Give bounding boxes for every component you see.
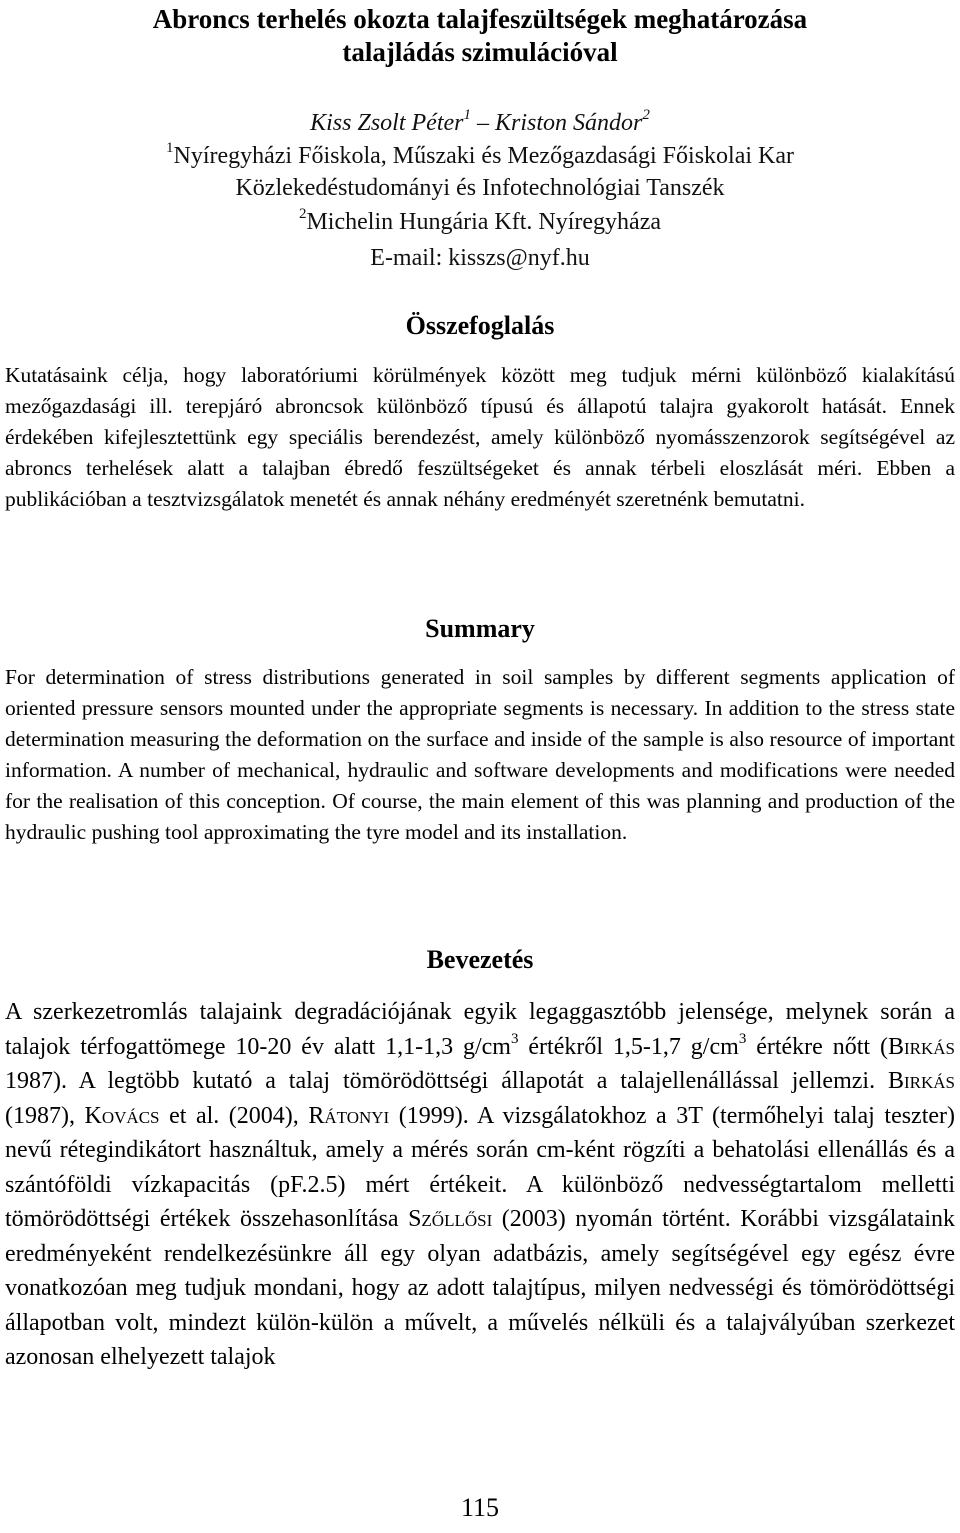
citation-author: Kovács: [84, 1102, 160, 1129]
author-1-affil-marker: 1: [463, 107, 471, 123]
intro-text-2: értékről 1,5-1,7 g/cm: [518, 1033, 739, 1060]
affiliation-2-text: Michelin Hungária Kft. Nyíregyháza: [306, 209, 662, 235]
page-number: 115: [460, 1493, 500, 1522]
intro-superscript-1: 3: [510, 1030, 519, 1047]
affiliation-1-marker: 1: [165, 140, 174, 156]
intro-text-3: értékre nőtt (: [746, 1033, 888, 1060]
author-separator: –: [470, 110, 495, 136]
affiliation-1-text: Nyíregyházi Főiskola, Műszaki és Mezőgazdasági Főiskolai Kar: [173, 143, 795, 169]
intro-superscript-2: 3: [738, 1030, 747, 1047]
citation-author: Birkás: [887, 1068, 955, 1094]
author-1: Kiss Zsolt Péter: [310, 110, 464, 136]
citation-author: Birkás: [887, 1033, 956, 1060]
author-2: Kriston Sándor: [494, 110, 643, 136]
introduction-paragraph: [5, 995, 955, 1375]
summary-heading: Summary: [425, 614, 535, 643]
intro-text-4: 1987). A legtöbb kutató a talaj tömörödöttségi állapotát a talajellenállással jellemzi.: [5, 1068, 888, 1094]
paper-title-line-2: talajládás szimulációval: [342, 37, 618, 67]
contact-email: E-mail: kisszs@nyf.hu: [370, 245, 590, 271]
paper-title-line-1: Abroncs terhelés okozta talajfeszültségek meghatározása: [152, 4, 808, 34]
author-line: [0, 107, 960, 139]
affiliation-1-line-2: Közlekedéstudományi és Infotechnológiai Tanszék: [235, 175, 725, 201]
citation-author: Rátonyi: [308, 1102, 390, 1129]
citation-author: Szőllősi: [408, 1206, 493, 1232]
intro-text-7: (1999). A vizsgálatokhoz a 3T (termőhelyi talaj teszter) nevű rétegindikátort használtuk, amely a mérés során cm-ként rögzíti a behatolási ellenállás és a szántóföldi vízkapacitás (pF.2.5) mért értékeit. A különböző nedvességtartalom melletti tömörödöttségi értékek összehasonlítása: [5, 1102, 956, 1232]
abstract-heading: Összefoglalás: [405, 311, 555, 340]
intro-text-6: et al. (2004),: [159, 1102, 309, 1129]
intro-text-8: (2003) nyomán történt. Korábbi vizsgálataink eredményeként rendelkezésünkre áll egy olyan adatbázis, amely segítségével egy egész évre vonatkozóan meg tudjuk mondani, hogy az adott talajtípus, milyen nedvességi és tömörödöttségi állapotban volt, mindezt külön-külön a művelt, a művelés nélküli és a talajvályúban szerkezet azonosan elhelyezett talajok: [5, 1206, 955, 1370]
introduction-heading: Bevezetés: [426, 945, 534, 974]
summary-paragraph: For determination of stress distributions generated in soil samples by different segments application of oriented pressure sensors mounted under the appropriate segments is necessary. In addition to the stress state determination measuring the deformation on the surface and inside of the sample is also resource of important information. A number of mechanical, hydraulic and software developments and modifications were needed for the realisation of this conception. Of course, the main element of this was planning and production of the hydraulic pushing tool approximating the tyre model and its installation.: [5, 665, 955, 844]
author-2-affil-marker: 2: [642, 107, 650, 123]
affiliation-1-line-1: [0, 140, 960, 172]
affiliation-2-marker: 2: [298, 206, 307, 222]
affiliation-2: [0, 206, 960, 238]
intro-text-5: (1987),: [5, 1102, 85, 1129]
intro-text-1: A szerkezetromlás talajaink degradációjának egyik legaggasztóbb jelensége, melynek során a talajok térfogattömege 10-20 év alatt 1,1-1,3 g/cm: [5, 999, 955, 1060]
abstract-paragraph: Kutatásaink célja, hogy laboratóriumi körülmények között meg tudjuk mérni különböző kialakítású mezőgazdasági ill. terepjáró abroncsok különböző típusú és állapotú talajra gyakorolt hatását. Ennek érdekében kifejlesztettünk egy speciális berendezést, amely különböző nyomásszenzorok segítségével az abroncs terhelések alatt a talajban ébredő feszültségeket és annak térbeli eloszlását méri. Ebben a publikációban a tesztvizsgálatok menetét és annak néhány eredményét szeretnénk bemutatni.: [5, 363, 955, 511]
